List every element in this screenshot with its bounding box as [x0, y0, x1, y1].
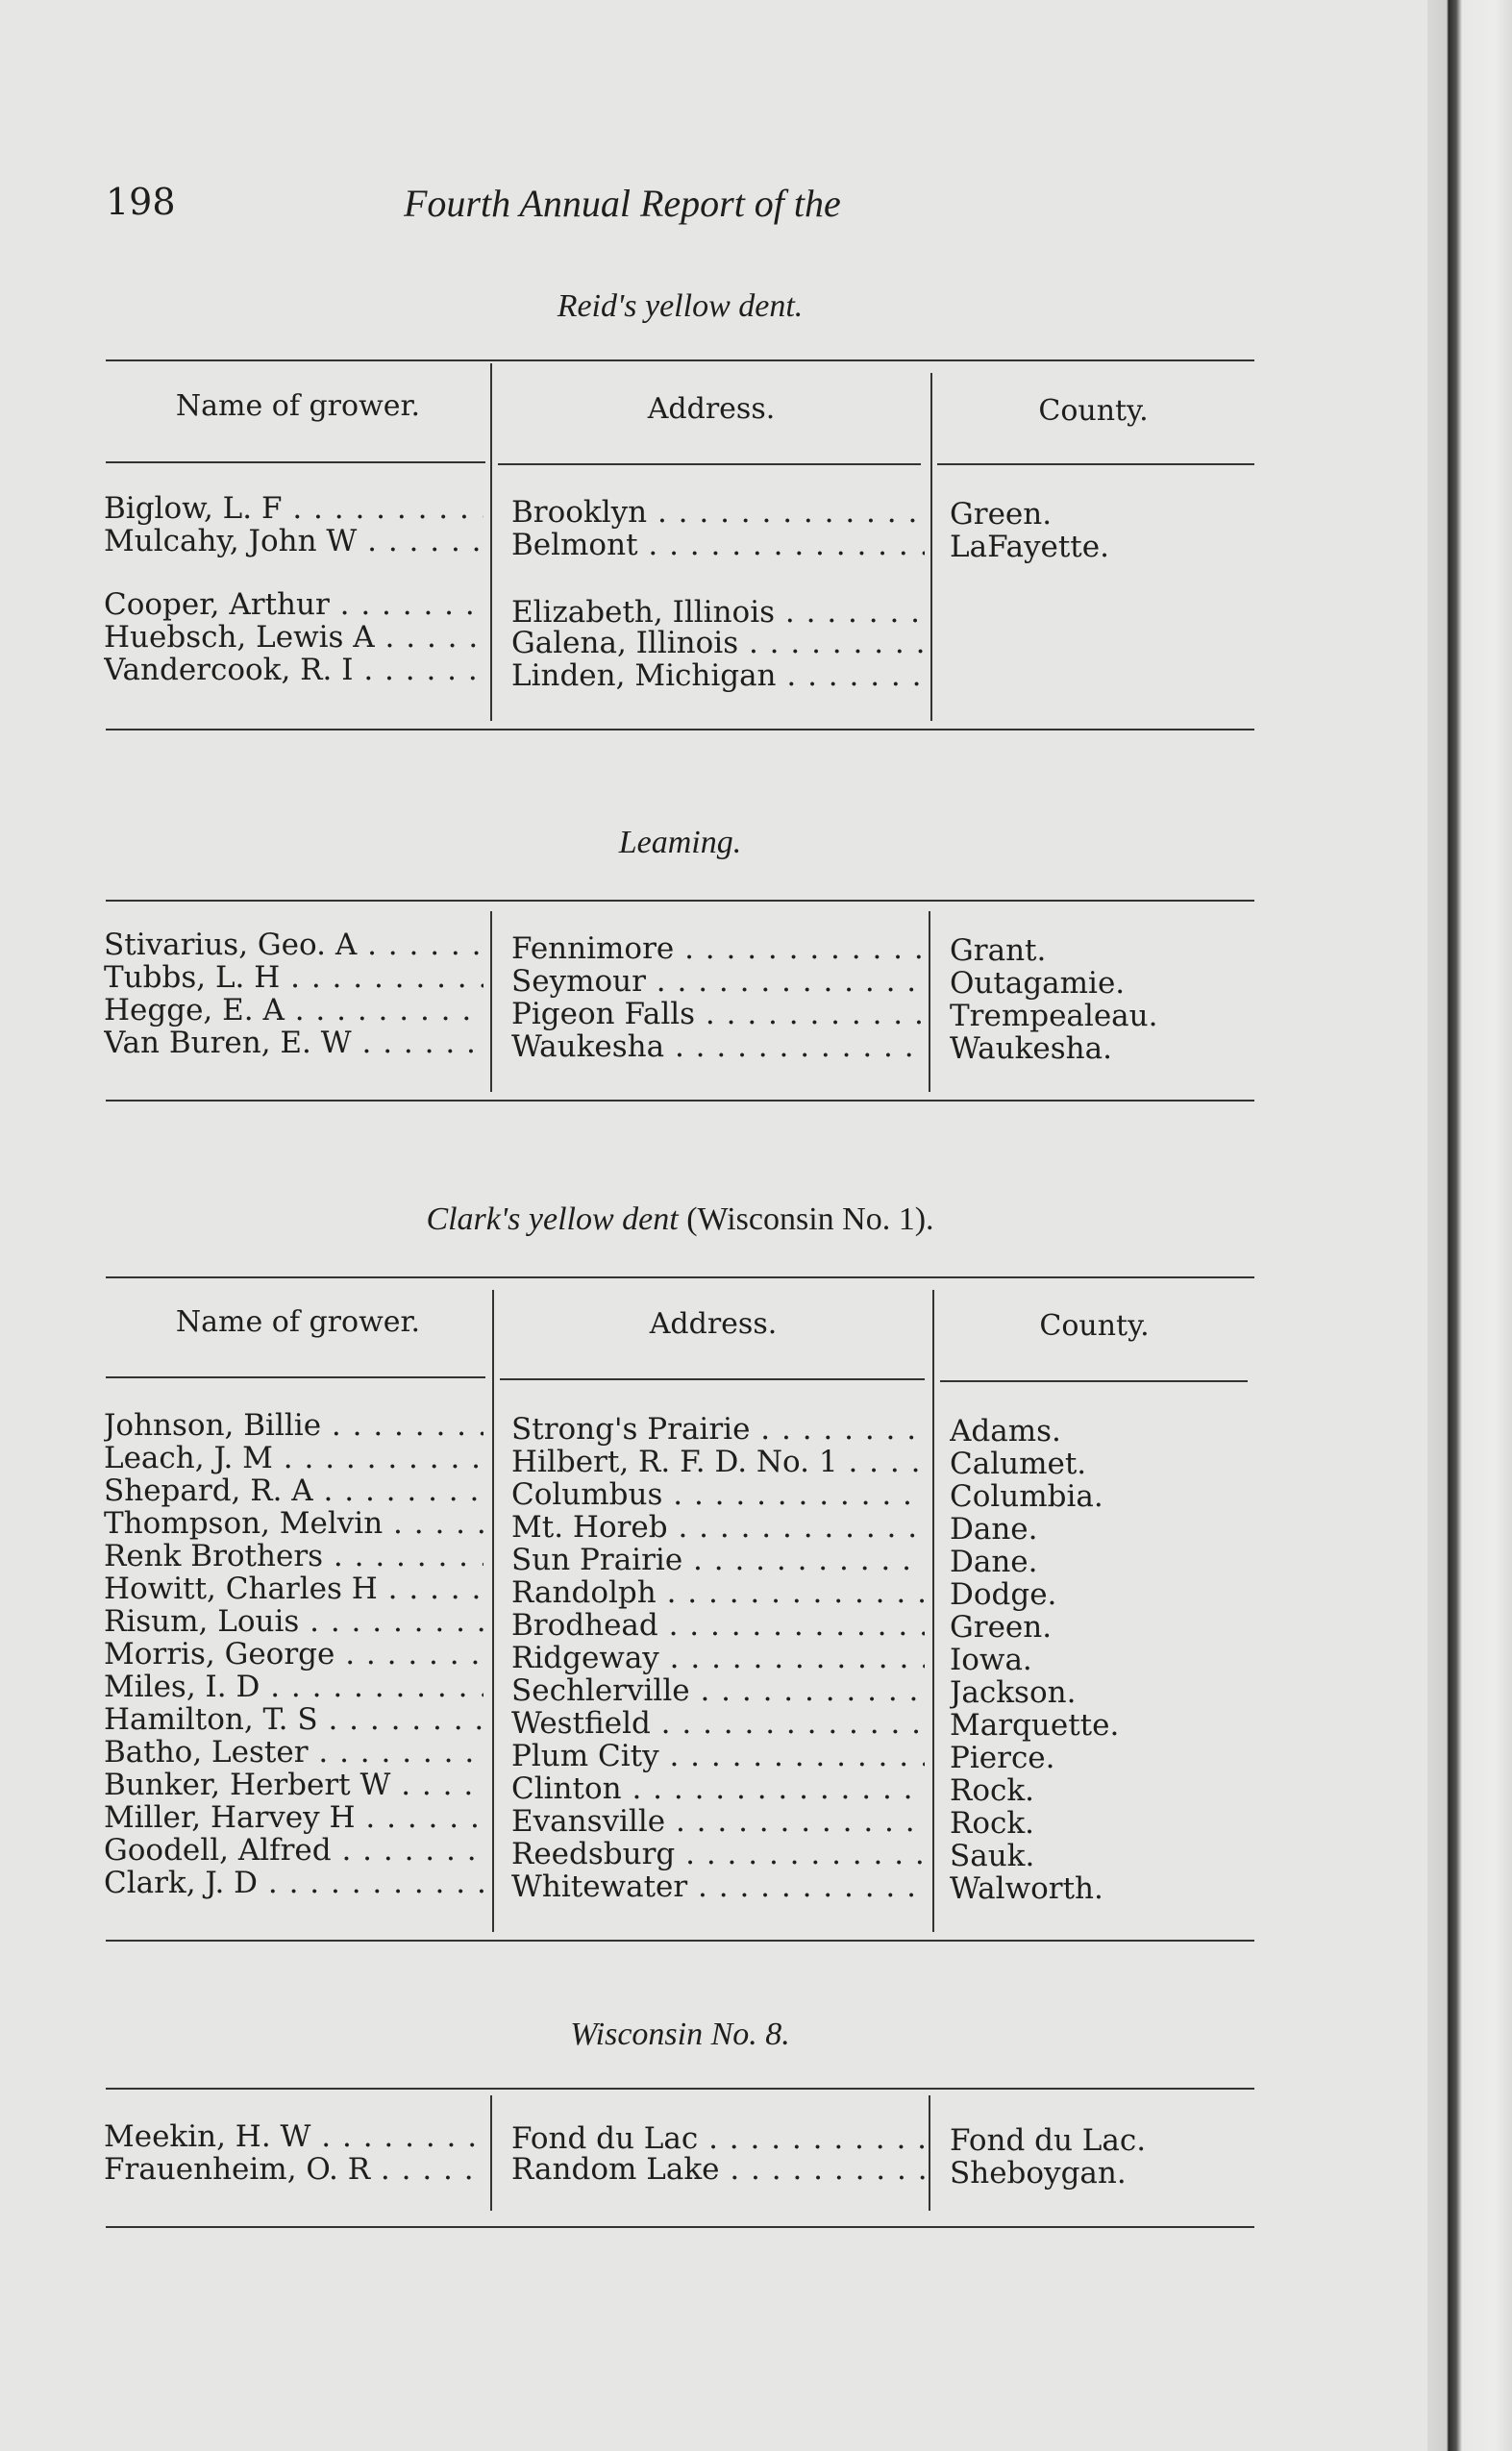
table-row-name: Biglow, L. F . . .	[104, 492, 483, 525]
table-row-county: Iowa.	[950, 1644, 1032, 1676]
table-row-county: Jackson.	[950, 1676, 1077, 1709]
table-row-name: Bunker, Herbert W . . .	[104, 1769, 483, 1801]
column-divider	[490, 911, 492, 1092]
header-address: Address.	[647, 392, 776, 426]
book-spine-shadow	[1427, 0, 1512, 2451]
table-row-name: Morris, George . . .	[104, 1638, 483, 1671]
table-row-address: Whitewater . . .	[511, 1870, 925, 1903]
table-row-name: Batho, Lester . . .	[104, 1736, 483, 1769]
table-row-county: Fond du Lac.	[950, 2124, 1147, 2157]
section-title-wisconsin-no-8	[106, 2017, 1254, 2053]
header-underline	[500, 1378, 925, 1380]
section-title-text: Leaming.	[618, 825, 742, 860]
table-row-name: Tubbs, L. H . . .	[104, 961, 483, 994]
section-title-reids-yellow-dent	[106, 288, 1254, 325]
header-name-of-grower: Name of grower.	[175, 389, 421, 423]
table-row-county: Trempealeau.	[950, 1000, 1158, 1032]
table-row-name: Meekin, H. W . . .	[104, 2120, 483, 2153]
column-divider	[492, 1290, 494, 1932]
table-row-name: Hamilton, T. S . . .	[104, 1703, 483, 1736]
table-row-county: Rock.	[950, 1774, 1035, 1807]
table-row-address: Seymour . . .	[511, 965, 925, 998]
table-row-name: Van Buren, E. W . . .	[104, 1027, 483, 1059]
table-top-rule	[106, 2088, 1254, 2090]
table-row-name: Frauenheim, O. R . . .	[104, 2153, 483, 2186]
table-row-county: Sauk.	[950, 1840, 1035, 1872]
table-row-name: Shepard, R. A . . .	[104, 1474, 483, 1507]
table-row-name: Huebsch, Lewis A . . .	[104, 621, 483, 654]
table-bottom-rule	[106, 1940, 1254, 1942]
table-row-county: Waukesha.	[950, 1032, 1112, 1065]
table-row-address: Plum City . . .	[511, 1740, 925, 1772]
column-divider	[929, 2095, 930, 2211]
table-row-county: Rock.	[950, 1807, 1035, 1840]
table-row-name: Vandercook, R. I . . .	[104, 654, 483, 686]
section-title-text: Reid's yellow dent.	[557, 288, 804, 324]
table-bottom-rule	[106, 729, 1254, 730]
section-title-text: Wisconsin No. 8.	[570, 2017, 790, 2052]
table-row-name: Howitt, Charles H . . .	[104, 1572, 483, 1605]
running-head: Fourth Annual Report of the	[404, 182, 841, 225]
table-row-name: Miles, I. D . . .	[104, 1671, 483, 1703]
table-row-address: Columbus . . .	[511, 1478, 925, 1511]
header-county: County.	[1038, 394, 1149, 428]
table-row-address: Fond du Lac . . .	[511, 2122, 925, 2155]
section-title-italic: Clark's yellow dent	[426, 1201, 679, 1237]
table-row-address: Fennimore . . .	[511, 932, 925, 965]
table-row-county: Adams.	[950, 1415, 1061, 1448]
table-top-rule	[106, 900, 1254, 902]
table-row-county: Dane.	[950, 1513, 1038, 1546]
table-row-county: Sheboygan.	[950, 2157, 1127, 2190]
table-row-county: Calumet.	[950, 1448, 1087, 1480]
column-divider	[932, 1290, 934, 1932]
table-row-name: Thompson, Melvin . . .	[104, 1507, 483, 1540]
table-row-address: Pigeon Falls . . .	[511, 998, 925, 1030]
column-divider	[490, 2095, 492, 2211]
table-row-name: Mulcahy, John W . . .	[104, 525, 483, 557]
section-title-clarks-yellow-dent	[106, 1201, 1254, 1238]
table-row-address: Strong's Prairie . . .	[511, 1413, 925, 1446]
table-row-name: Miller, Harvey H . . .	[104, 1801, 483, 1834]
table-row-name: Hegge, E. A . . .	[104, 994, 483, 1027]
table-row-address: Evansville . . .	[511, 1805, 925, 1838]
table-row-address: Waukesha . . .	[511, 1030, 925, 1063]
table-row-address: Belmont . . .	[511, 529, 925, 561]
table-row-address: Westfield . . .	[511, 1707, 925, 1740]
table-row-address: Sun Prairie . . .	[511, 1544, 925, 1576]
table-row-county: Green.	[950, 498, 1053, 531]
table-row-address: Ridgeway . . .	[511, 1642, 925, 1674]
header-underline	[940, 1380, 1248, 1382]
table-row-name: Clark, J. D . . .	[104, 1867, 483, 1899]
header-underline	[106, 1376, 485, 1378]
table-top-rule	[106, 1276, 1254, 1278]
table-row-county: Pierce.	[950, 1742, 1055, 1774]
table-row-county: Columbia.	[950, 1480, 1103, 1513]
table-row-address: Linden, Michigan . . .	[511, 659, 925, 692]
table-bottom-rule	[106, 1100, 1254, 1102]
table-row-name: Goodell, Alfred . . .	[104, 1834, 483, 1867]
table-row-address: Elizabeth, Illinois . . .	[511, 596, 925, 629]
table-row-name: Stivarius, Geo. A . . .	[104, 928, 483, 961]
table-row-address: Random Lake . . .	[511, 2153, 925, 2186]
table-row-county: Grant.	[950, 934, 1047, 967]
section-title-leaming	[106, 825, 1254, 861]
column-divider	[929, 911, 930, 1092]
table-row-county: Marquette.	[950, 1709, 1120, 1742]
table-row-name: Leach, J. M . . .	[104, 1442, 483, 1474]
table-row-address: Clinton . . .	[511, 1772, 925, 1805]
table-row-address: Brodhead . . .	[511, 1609, 925, 1642]
table-row-county: Dane.	[950, 1546, 1038, 1578]
table-row-county: LaFayette.	[950, 531, 1109, 563]
page-number: 198	[106, 181, 176, 223]
table-row-address: Sechlerville . . .	[511, 1674, 925, 1707]
table-row-address: Reedsburg . . .	[511, 1838, 925, 1870]
table-row-address: Randolph . . .	[511, 1576, 925, 1609]
table-row-name: Johnson, Billie . . .	[104, 1409, 483, 1442]
header-underline	[106, 461, 485, 463]
header-name-of-grower: Name of grower.	[175, 1305, 421, 1339]
header-county: County.	[1039, 1309, 1150, 1343]
header-address: Address.	[649, 1307, 778, 1341]
header-underline	[937, 463, 1254, 465]
table-row-county: Green.	[950, 1611, 1053, 1644]
table-row-county: Dodge.	[950, 1578, 1057, 1611]
table-row-county: Walworth.	[950, 1872, 1103, 1905]
table-bottom-rule	[106, 2226, 1254, 2228]
table-row-address: Brooklyn . . .	[511, 496, 925, 529]
table-top-rule	[106, 359, 1254, 361]
table-row-address: Mt. Horeb . . .	[511, 1511, 925, 1544]
table-row-county: Outagamie.	[950, 967, 1126, 1000]
header-underline	[498, 463, 921, 465]
section-title-roman: (Wisconsin No. 1).	[686, 1201, 934, 1237]
table-row-address: Galena, Illinois . . .	[511, 627, 925, 659]
table-row-name: Renk Brothers . . .	[104, 1540, 483, 1572]
table-row-name: Cooper, Arthur . . .	[104, 588, 483, 621]
table-row-name: Risum, Louis . . .	[104, 1605, 483, 1638]
table-row-address: Hilbert, R. F. D. No. 1 . . .	[511, 1446, 925, 1478]
